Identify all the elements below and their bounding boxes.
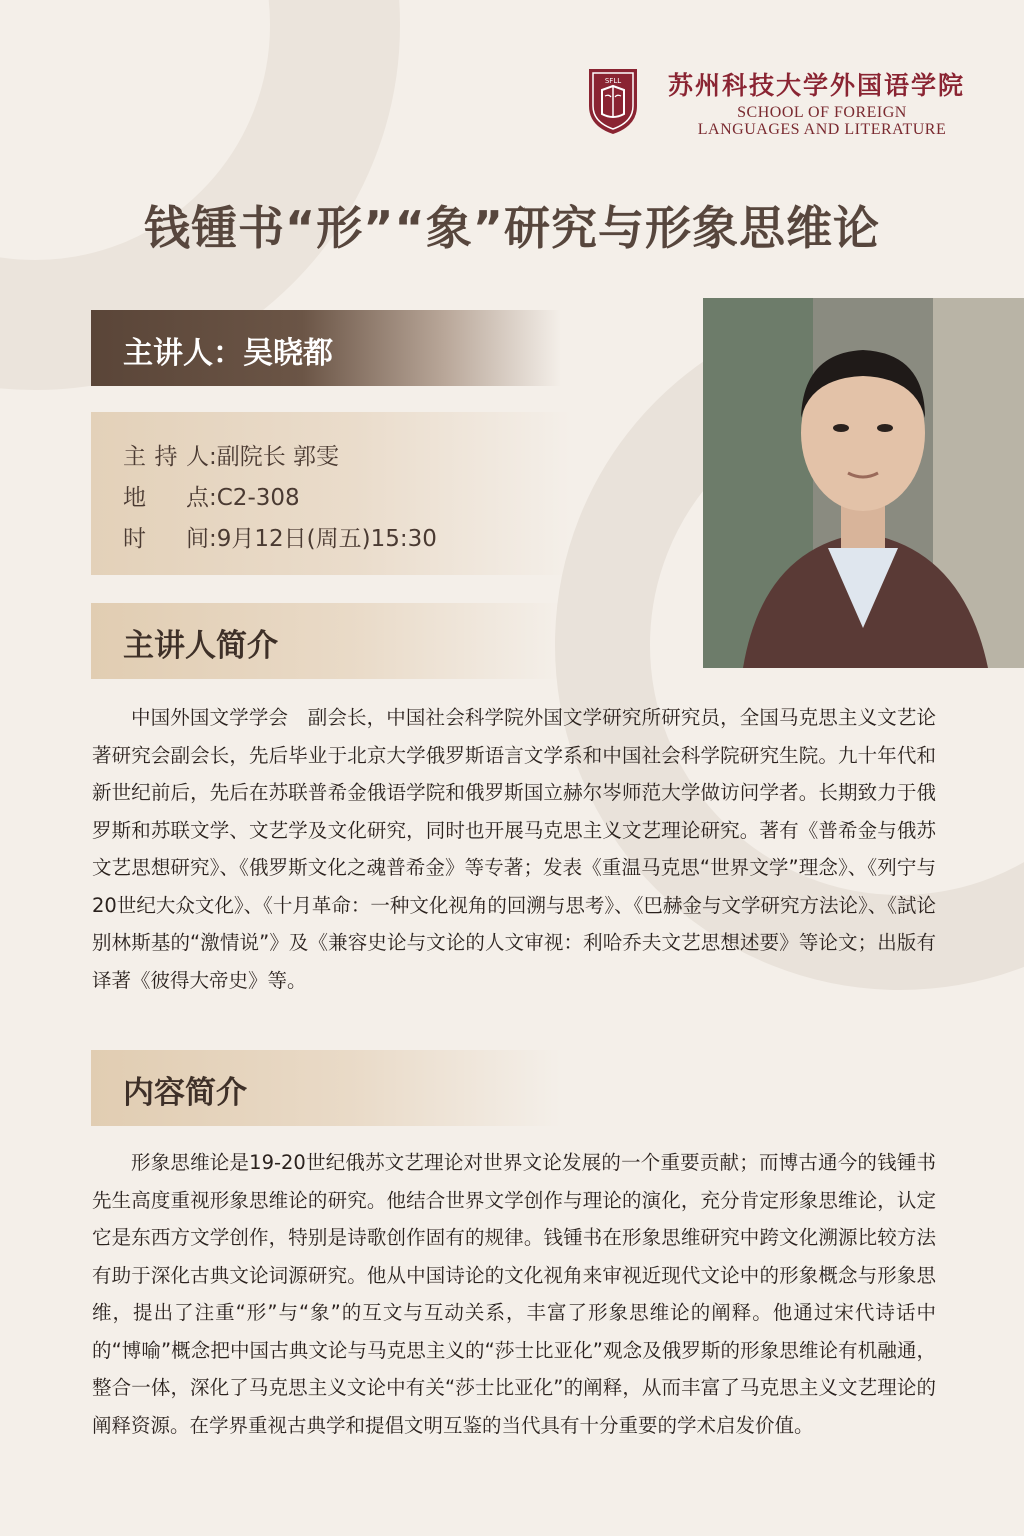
bio-heading: 主讲人简介 (123, 628, 278, 664)
time-row (123, 520, 437, 553)
school-name-english-line2: LANGUAGES AND LITERATURE (697, 121, 947, 138)
place-value: :C2-308 (209, 485, 300, 511)
speaker-photo (703, 298, 1024, 668)
speaker-portrait-icon (703, 298, 1024, 668)
place-row (123, 479, 300, 512)
school-name-english-line1: SCHOOL OF FOREIGN (737, 104, 907, 121)
logo-text: SFLL (604, 77, 622, 85)
content-paragraph: 形象思维论是19-20世纪俄苏文艺理论对世界文论发展的一个重要贡献；而博古通今的钱锺书先生高度重视形象思维论的研究。他结合世界文学创作与理论的演化，充分肯定形象思维论，认定它是东西方文学创作，特别是诗歌创作固有的规律。钱锺书在形象思维研究中跨文化溯源比较方法有助于深化古典文论词源研究。他从中国诗论的文化视角来审视近现代文论中的形象概念与形象思维，提出了注重“形”与“象”的互文与互动关系，丰富了形象思维论的阐释。他通过宋代诗话中的“博喻”概念把中国古典文论与马克思主义的“莎士比亚化”观念及俄罗斯的形象思维论有机融通，整合一体，深化了马克思主义文论中有关“莎士比亚化”的阐释，从而丰富了马克思主义文艺理论的阐释资源。在学界重视古典学和提倡文明互鉴的当代具有十分重要的学术启发价值。 (92, 1151, 936, 1437)
school-name-english (664, 104, 980, 138)
speaker-banner (91, 310, 561, 386)
bio-section-header (91, 603, 561, 679)
page-title: 钱锺书“形”“象”研究与形象思维论 (144, 201, 880, 255)
time-value: :9月12日(周五)15:30 (209, 526, 437, 552)
content-heading: 内容简介 (123, 1075, 247, 1111)
host-label: 主持人 (123, 444, 209, 470)
host-value: :副院长 郭雯 (209, 444, 340, 470)
host-row (123, 438, 339, 471)
bio-paragraph: 中国外国文学学会 副会长，中国社会科学院外国文学研究所研究员，全国马克思主义文艺论著研究会副会长，先后毕业于北京大学俄罗斯语言文学系和中国社会科学院研究生院。九十年代和新世纪前后，先后在苏联普希金俄语学院和俄罗斯国立赫尔岑师范大学做访问学者。长期致力于俄罗斯和苏联文学、文艺学及文化研究，同时也开展马克思主义文艺理论研究。著有《普希金与俄苏文艺思想研究》、《俄罗斯文化之魂普希金》等专著；发表《重温马克思“世界文学”理念》、《列宁与20世纪大众文化》、《十月革命：一种文化视角的回溯与思考》、《巴赫金与文学研究方法论》、《試论别林斯基的“激情说”》及《兼容史论与文论的人文审视：利哈乔夫文艺思想述要》等论文；出版有译著《彼得大帝史》等。 (92, 706, 936, 992)
content-section-header (91, 1050, 561, 1126)
event-info-box (91, 412, 571, 575)
place-label: 地点 (123, 485, 209, 511)
speaker-name: 主讲人：吴晓都 (123, 336, 333, 371)
school-name-chinese: 苏州科技大学外国语学院 (668, 71, 966, 100)
school-crest-icon (586, 66, 640, 136)
time-label: 时间 (123, 526, 209, 552)
